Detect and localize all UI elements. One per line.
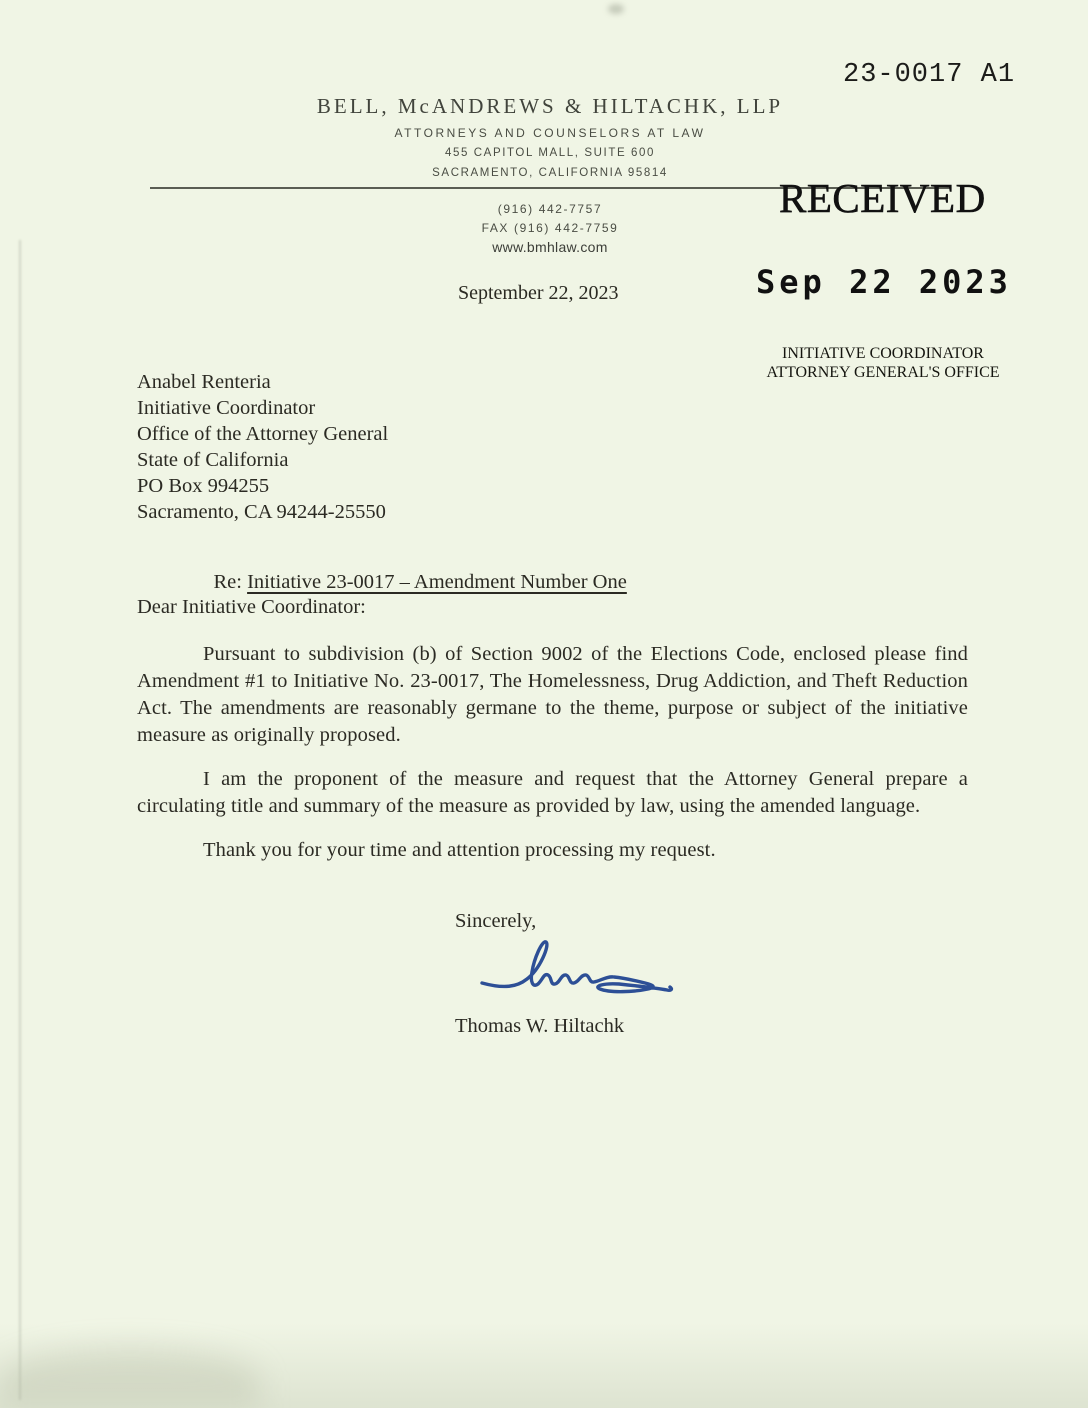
signature-ink-stroke <box>482 942 671 992</box>
letter-date: September 22, 2023 <box>458 282 619 304</box>
body-paragraph-1: Pursuant to subdivision (b) of Section 9002 of the Elections Code, enclosed please find Amendment #1 to Initiative No. 23-0017, The Homelessness, Drug Addiction, and Theft Reduction Act. The amendments are reasonably germane to the theme, purpose or subject of the initiative measure as originally proposed. <box>137 643 968 746</box>
scan-edge-artifact <box>19 240 21 1400</box>
received-office-stamp <box>741 344 1025 382</box>
signer-name: Thomas W. Hiltachk <box>455 1015 625 1037</box>
salutation: Dear Initiative Coordinator: <box>137 596 366 618</box>
recipient-address-block <box>137 369 388 525</box>
received-stamp: RECEIVED <box>779 175 986 221</box>
firm-name: BELL, McANDREWS & HILTACHK, LLP <box>316 94 784 118</box>
recipient-office: Office of the Attorney General <box>137 423 389 445</box>
recipient-pobox: PO Box 994255 <box>137 475 270 497</box>
received-office-line2: ATTORNEY GENERAL'S OFFICE <box>766 364 1000 381</box>
firm-address-line1: 455 CAPITOL MALL, SUITE 600 <box>444 147 656 159</box>
firm-phone: (916) 442-7757 <box>497 202 603 216</box>
scan-smudge-artifact <box>608 4 624 14</box>
closing: Sincerely, <box>455 910 537 932</box>
body-paragraph-3: Thank you for your time and attention processing my request. <box>203 839 716 861</box>
initiative-file-number: 23-0017 A1 <box>843 60 1016 90</box>
received-date-stamp: Sep 22 2023 <box>756 263 1012 301</box>
received-office-line1: INITIATIVE COORDINATOR <box>782 345 984 362</box>
re-subject: Initiative 23-0017 – Amendment Number One <box>247 571 627 593</box>
body-paragraph-2: I am the proponent of the measure and request that the Attorney General prepare a circulating title and summary of the measure as provided by law, using the amended language. <box>137 768 968 817</box>
letter-body <box>137 641 968 881</box>
re-prefix: Re: <box>213 571 248 593</box>
recipient-state: State of California <box>137 449 289 471</box>
firm-tagline: ATTORNEYS AND COUNSELORS AT LAW <box>394 126 706 140</box>
firm-fax: FAX (916) 442-7759 <box>481 221 619 235</box>
firm-address-line2: SACRAMENTO, CALIFORNIA 95814 <box>432 167 668 179</box>
signature-image <box>476 931 676 1009</box>
scan-corner-artifact <box>0 1348 260 1408</box>
recipient-title: Initiative Coordinator <box>137 397 316 419</box>
firm-website: www.bmhlaw.com <box>492 239 608 255</box>
recipient-city-zip: Sacramento, CA 94244-25550 <box>137 501 386 523</box>
recipient-name: Anabel Renteria <box>137 371 271 393</box>
